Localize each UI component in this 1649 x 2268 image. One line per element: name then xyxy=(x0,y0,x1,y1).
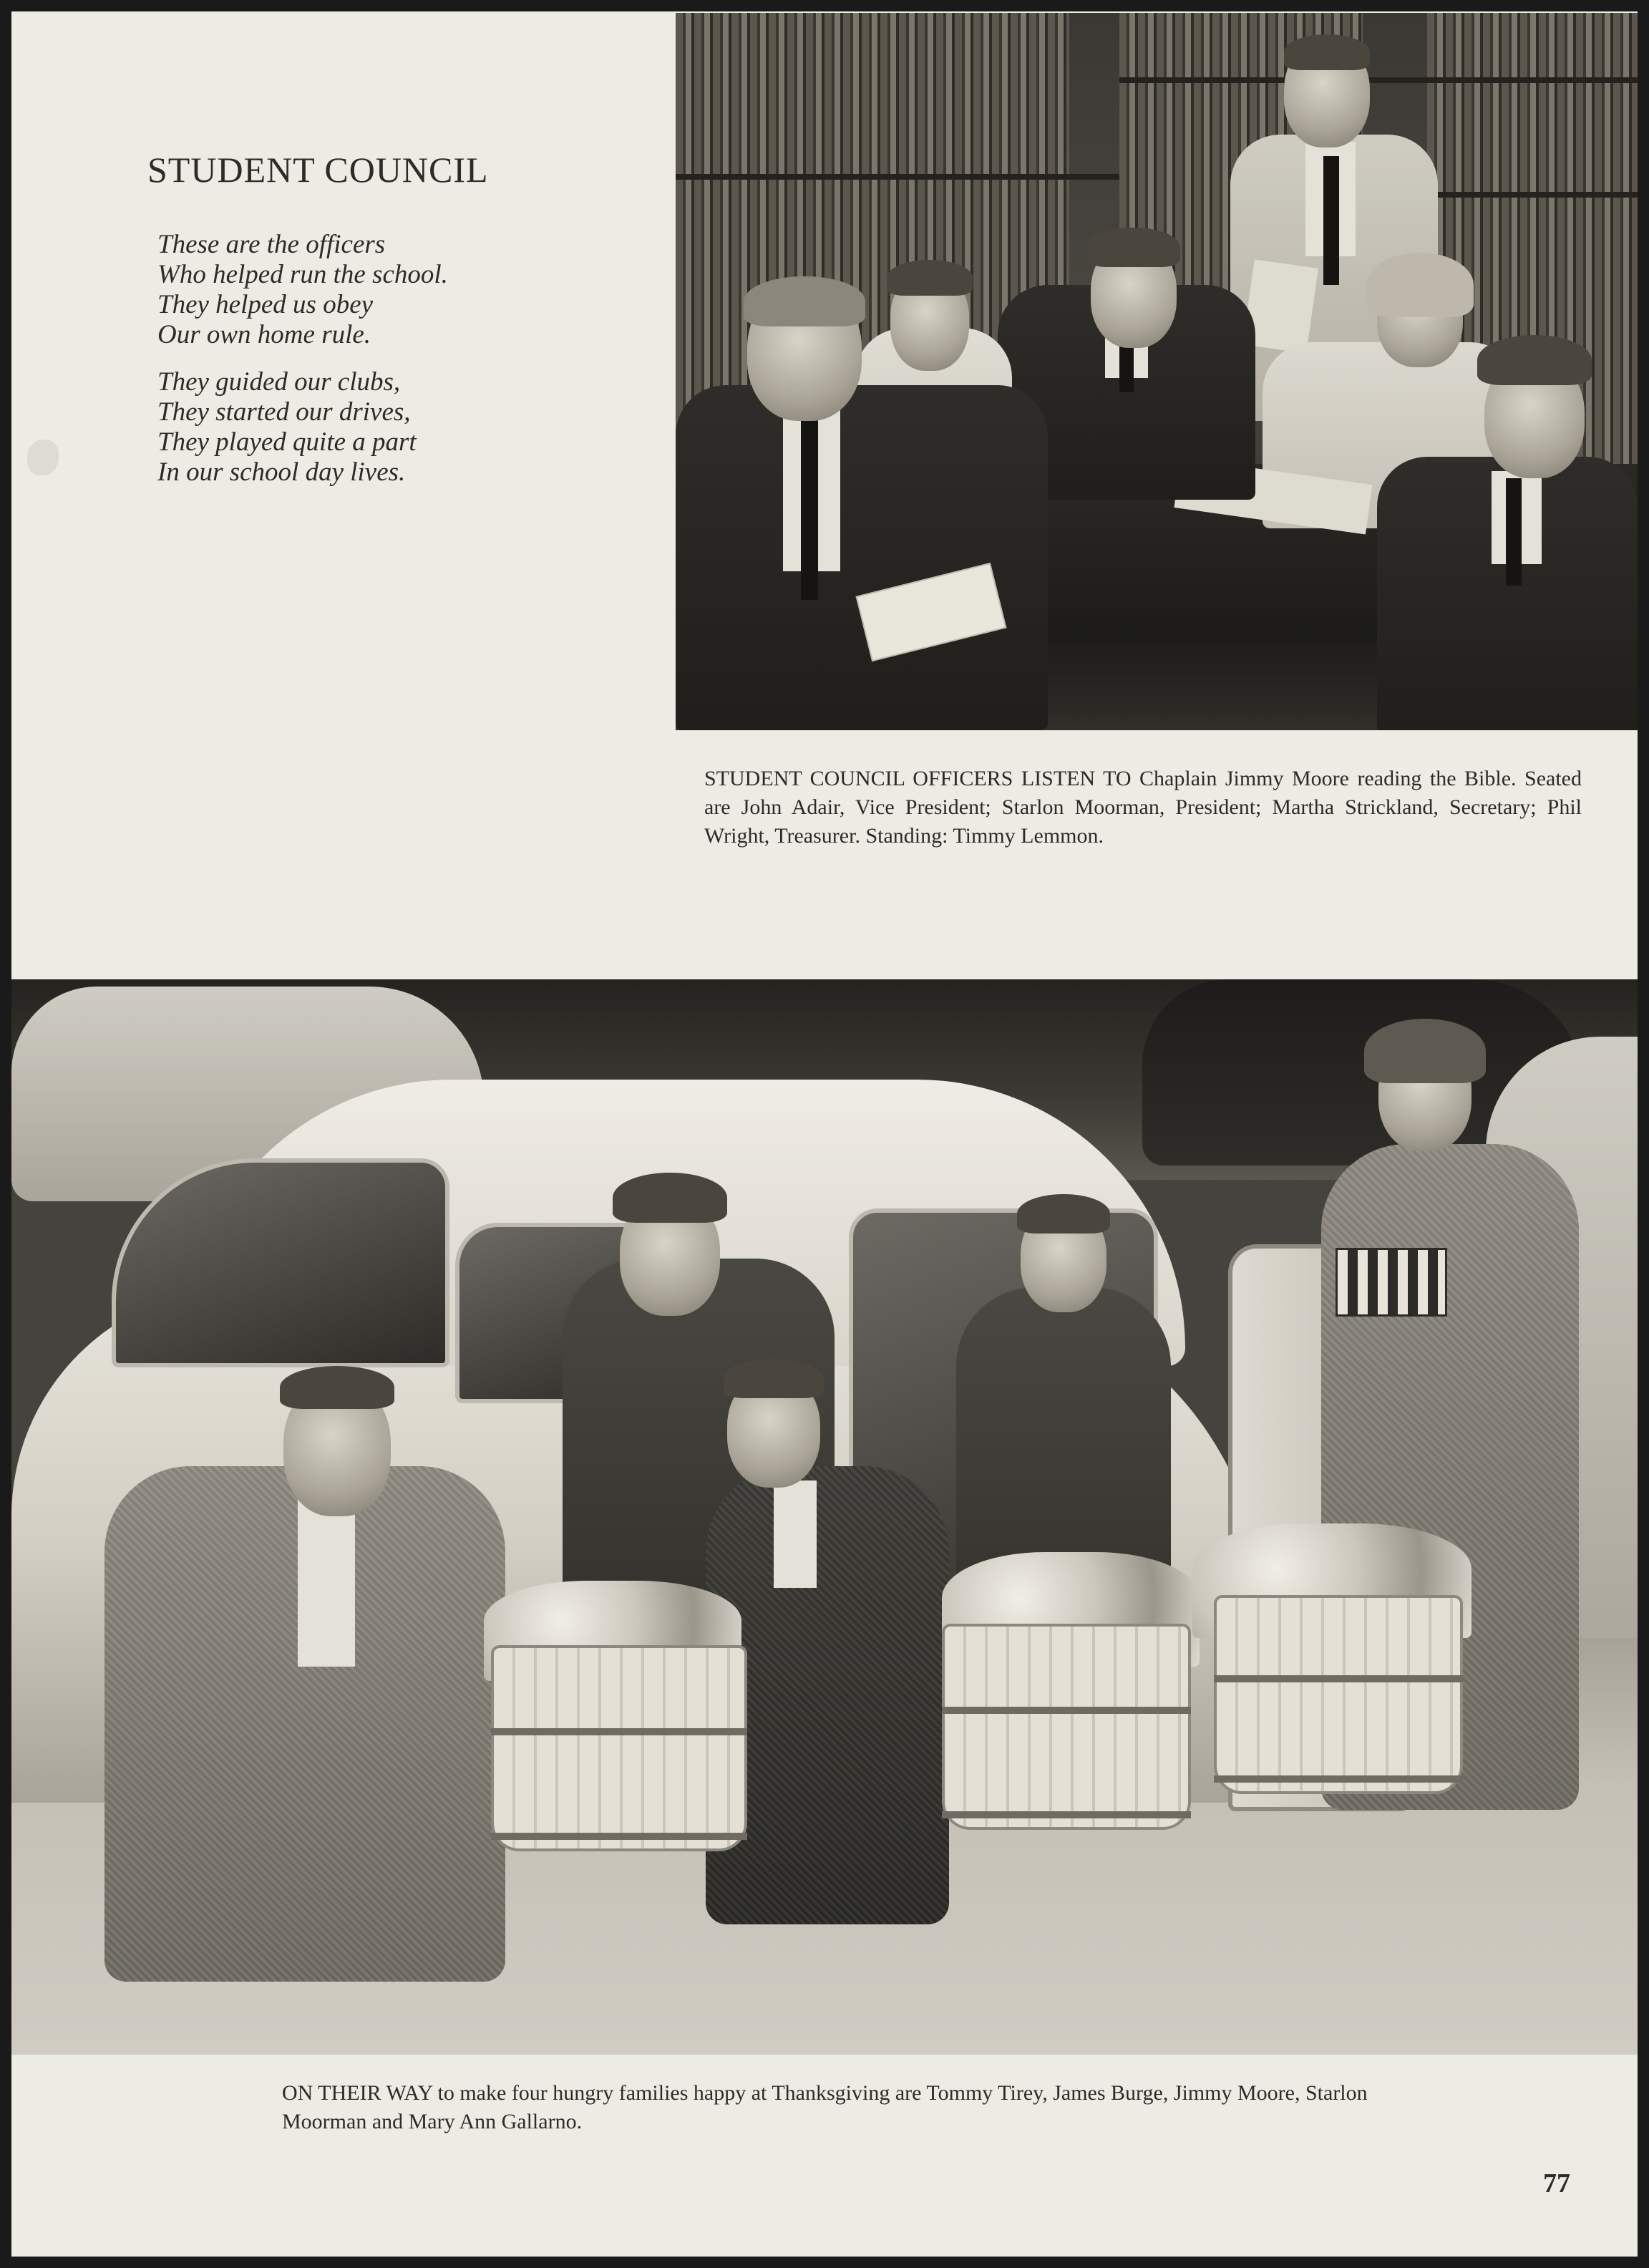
poem-line: They started our drives, xyxy=(157,397,411,427)
student-council-photo xyxy=(676,13,1638,730)
poem-line: Who helped run the school. xyxy=(157,260,448,289)
page-number: 77 xyxy=(1543,2168,1570,2199)
poem-line: Our own home rule. xyxy=(157,320,371,349)
thanksgiving-photo xyxy=(11,979,1638,2055)
poem-line: They guided our clubs, xyxy=(157,367,401,397)
thanksgiving-photo-caption: ON THEIR WAY to make four hungry families happy at Thanksgiving are Tommy Tirey, James Burge, Jimmy Moore, Starlon Moorman and Mary Ann Gallarno. xyxy=(282,2081,1368,2133)
page-blemish xyxy=(27,440,59,475)
poem-line: They played quite a part xyxy=(157,427,417,457)
poem-line: In our school day lives. xyxy=(157,457,406,487)
shelf xyxy=(1427,192,1638,198)
council-photo-caption: STUDENT COUNCIL OFFICERS LISTEN TO Chaplain Jimmy Moore reading the Bible. Seated are John Adair, Vice President; Starlon Moorman, President; Martha Strickland, Secretary; Phil Wright, Treasurer. Standing: Timmy Lemmon. xyxy=(704,767,1582,848)
poem xyxy=(157,230,448,505)
poem-line: They helped us obey xyxy=(157,290,374,319)
poem-line: These are the officers xyxy=(157,230,386,259)
shelf xyxy=(1119,77,1638,83)
section-title: STUDENT COUNCIL xyxy=(147,150,489,190)
poem-stanza xyxy=(157,367,448,488)
poem-stanza xyxy=(157,230,448,350)
yearbook-page xyxy=(11,11,1638,2257)
food-box xyxy=(1336,1248,1447,1317)
grocery-basket xyxy=(491,1645,747,1851)
grocery-basket xyxy=(1214,1595,1463,1794)
grocery-basket xyxy=(942,1624,1191,1830)
